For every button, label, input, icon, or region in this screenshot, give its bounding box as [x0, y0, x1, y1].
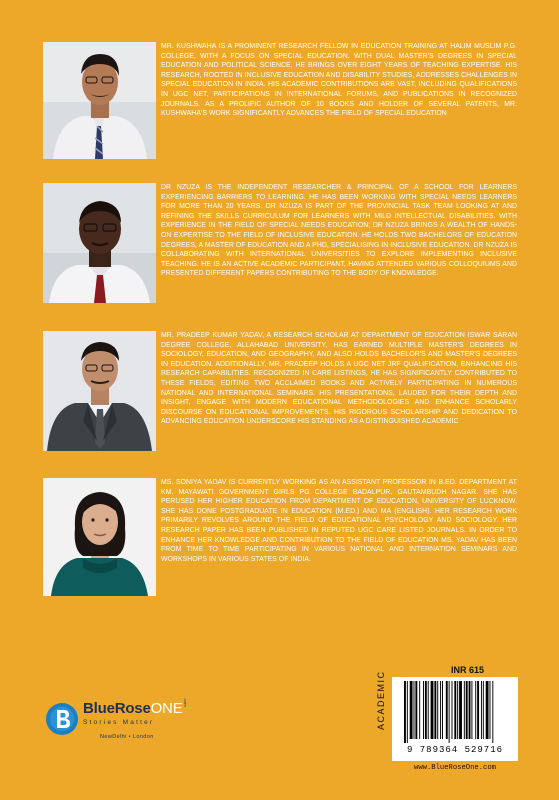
- barcode-bar: [440, 681, 441, 739]
- author-portrait-2: [43, 183, 156, 303]
- barcode-bar: [428, 681, 429, 739]
- barcode-bar: [454, 681, 456, 739]
- barcode-bar: [477, 681, 479, 739]
- barcode-bar: [423, 681, 424, 739]
- barcode-bar: [431, 681, 434, 739]
- isbn-number: 9 789364 529716: [406, 745, 503, 755]
- barcode-bar: [490, 681, 491, 739]
- barcode-bar: [457, 681, 458, 739]
- barcode-bar: [419, 681, 420, 739]
- barcode-bar: [469, 681, 471, 739]
- book-price: INR 615: [451, 665, 485, 675]
- barcode-bar: [471, 681, 472, 739]
- barcode-bar: [410, 681, 413, 739]
- barcode-bar: [466, 681, 468, 739]
- book-category: ACADEMIC: [376, 670, 386, 730]
- barcode-bar: [475, 681, 476, 739]
- author-block-4: [43, 478, 517, 600]
- author-bio-4: MS. SONIYA YADAV IS CURRENTLY WORKING AS AN ASSISTANT PROFESSOR IN B.ED. DEPARTMENT AT KM. MAYAWATI GOVERNMENT GIRLS PG COLLEGE BADALPUR, GAUTAMBUDH NAGAR. SHE HAS PERUSED HER HIGHER EDUCATION FROM DEPARTMENT OF EDUCATION, UNIVERSITY OF LUCKNOW. SHE HAS DONE POSTGRADUATE IN EDUCATION (M.ED.) AND MA (ENGLISH). HER RESEARCH WORK PRIMARILY REVOLVES AROUND THE FIELD OF EDUCATIONAL PSYCHOLOGY AND SOCIOLOGY. HER RESEARCH PAPER HAS BEEN PUBLISHED IN REPUTED UGC CARE LISTED JOURNALS. IN ORDER TO ENHANCE HER KNOWLEDGE AND CONTRIBUTION TO THE FIELD OF EDUCATION MS. YADAV HAS BEEN FROM TIME TO TIME PARTICIPATING IN VARIOUS NATIONAL AND INTERNATION SEMINARS AND WORKSHOPS IN VARIOUS STATES OF INDIA.: [161, 479, 517, 563]
- publisher-tagline: Stories Matter: [83, 719, 155, 726]
- author-portrait-3: [43, 331, 156, 451]
- barcode-bar: [446, 681, 448, 739]
- barcode-bar: [442, 681, 443, 739]
- person-photo-icon: [43, 331, 156, 451]
- author-portrait-1: [43, 42, 156, 159]
- author-portrait-4: [43, 478, 156, 596]
- barcode-bar: [404, 681, 406, 743]
- barcode-bar: [437, 681, 438, 739]
- person-photo-icon: [43, 478, 156, 596]
- publisher-website: www.BlueRoseOne.com: [414, 764, 496, 772]
- barcode-icon: [398, 681, 512, 743]
- author-block-2: [43, 183, 517, 305]
- isbn-barcode: [392, 677, 518, 761]
- publisher-brand-name: BlueRoseONE: [83, 700, 183, 717]
- barcode-bar: [486, 681, 489, 739]
- barcode-bar: [483, 681, 484, 739]
- author-block-3: [43, 331, 517, 453]
- barcode-bar: [452, 681, 453, 739]
- barcode-bar: [425, 681, 427, 739]
- barcode-bar: [459, 681, 462, 739]
- barcode-bar: [449, 681, 450, 743]
- publisher-brand-domain: .com: [183, 698, 188, 707]
- person-photo-icon: [43, 183, 156, 303]
- barcode-bar: [464, 681, 465, 739]
- author-block-1: [43, 42, 517, 160]
- barcode-bar: [492, 681, 493, 743]
- publisher-cities: NewDelhi • London: [100, 734, 154, 740]
- author-bio-1: MR. KUSHWAHA IS A PROMINENT RESEARCH FELLOW IN EDUCATION TRAINING AT HALIM MUSLIM P.G. COLLEGE, WITH A FOCUS ON SPECIAL EDUCATION. WITH DUAL MASTER'S DEGREES IN SPECIAL EDUCATION AND POLITICAL SCIENCE, HE BRINGS OVER EIGHT YEARS OF TEACHING EXPERTISE. HIS RESEARCH, ROOTED IN INCLUSIVE EDUCATION AND DISABILITY STUDIES, ADDRESSES CHALLENGES IN SPECIAL EDUCATION IN INDIA. HIS ACADEMIC CONTRIBUTIONS ARE VAST, INCLUDING QUALIFICATIONS IN UGC NET, PARTICIPATIONS IN INTERNATIONAL FORUMS, AND PUBLICATIONS IN RECOGNIZED JOURNALS. AS A PROLIFIC AUTHOR OF 10 BOOKS AND HOLDER OF SEVERAL PATENTS, MR. KUSHWAHA'S WORK SIGNIFICANTLY ADVANCES THE FIELD OF SPECIAL EDUCATION: [161, 43, 517, 118]
- publisher-logo: [45, 697, 225, 757]
- barcode-bar: [481, 681, 482, 739]
- barcode-bar: [434, 681, 436, 739]
- barcode-bar: [414, 681, 415, 739]
- author-bio-2: DR NZUZA IS THE INDEPENDENT RESEARCHER & PRINCIPAL OF A SCHOOL FOR LEARNERS EXPERIENCING BARRIERS TO LEARNING. HE HAS BEEN WORKING WITH SPECIAL NEEDS LEARNERS FOR MORE THAN 20 YEARS. DR NZUZA IS PART OF THE PROVINCIAL TASK TEAM LOOKING AT AND REFINING THE SKILLS CURRICULUM FOR LEARNERS WITH MILD INTELLECTUAL DISABILITIES. WITH EXPERIENCE IN THE FIELD OF SPECIAL NEEDS EDUCATION; DR NZUZA BRINGS A WEALTH OF HANDS-ON EXPERTISE TO THE FIELD OF INCLUSIVE EDUCATION. HE HOLDS TWO BACHELORS OF EDUCATION DEGREES, A MASTER OF EDUCATION AND A PHD, SPECIALISING IN INCLUSIVE EDUCATION. DR NZUZA IS COLLABORATING WITH INTERNATIONAL UNIVERSITIES TO EXPLORE IMPLEMENTING INCLUSIVE TEACHING. HE IS AN ACTIVE ACADEMIC PARTICIPANT, HAVING ATTENDED VARIOUS COLLOQUIUMS AND PRESENTED DIFFERENT PAPERS CONTRIBUTING TO THE BODY OF KNOWLEDGE.: [161, 184, 517, 278]
- bluerose-b-logo-icon: [45, 699, 79, 739]
- author-bio-3: MR. PRADEEP KUMAR YADAV, A RESEARCH SCHOLAR AT DEPARTMENT OF EDUCATION ISWAR SARAN DEGREE COLLEGE, ALLAHABAD UNIVERSITY, HAS EARNED MULTIPLE MASTER'S DEGREES IN SOCIOLOGY, EDUCATION, AND GEOGRAPHY, AND ALSO HOLDS BACHELOR'S AND MASTER'S DEGREES IN EDUCATION. ADDITIONALLY, MR. PRADEEP HOLDS A UGC NET JRF QUALIFICATION, ENHANCING HIS RESEARCH CAPABILITIES. RECOGNIZED IN CARE LISTINGS, HE HAS SIGNIFICANTLY CONTRIBUTED TO THESE FIELDS, EDITING TWO ACCLAIMED BOOKS AND ACTIVELY PARTICIPATING IN NUMEROUS NATIONAL AND INTERNATIONAL SEMINARS. HIS PRESENTATIONS, LAUDED FOR THEIR DEPTH AND INSIGHT, ENGAGE WITH MODERN EDUCATIONAL METHODOLOGIES AND ENHANCE SCHOLARLY DISCOURSE ON EDUCATIONAL IMPROVEMENTS. HIS RIGOROUS SCHOLARSHIP AND DEDICATION TO ADVANCING EDUCATION UNDERSCORE HIS STANDING AS A DISTINGUISHED ACADEMIC: [161, 332, 517, 426]
- person-photo-icon: [43, 42, 156, 159]
- barcode-bar: [407, 681, 408, 743]
- barcode-bar: [415, 681, 417, 739]
